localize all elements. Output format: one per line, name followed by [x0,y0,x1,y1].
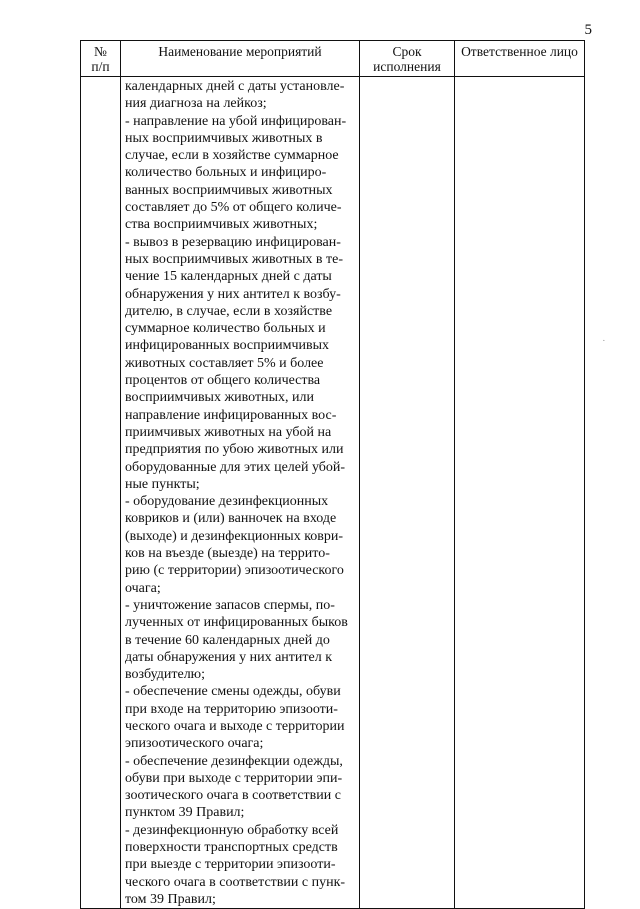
header-cell-responsible [455,41,585,77]
header-term-label: Срок исполнения [373,44,441,74]
table-header-row [81,41,585,77]
table-row [81,77,585,909]
row-activities-cell [121,77,360,909]
header-activities-label: Наименование мероприятий [158,44,322,59]
header-number-label: № п/п [91,44,110,74]
header-cell-term [360,41,455,77]
measures-table [80,40,585,909]
header-responsible-label: Ответственное лицо [461,44,578,59]
page-number: 5 [584,22,592,38]
header-cell-name [121,41,360,77]
activities-text: календарных дней с даты установле- ния диагноза на лейкоз; - направление на убой инфицирован- ных восприимчивых животных в случае, если в хозяйстве суммарное количество больных и инфициро- ванных восприимчивых животных составляет до 5% от общего количе- ства восприимчивых животных; - вывоз в резервацию инфицирован- ных восприимчивых животных в те- чение 15 календарных дней с даты обнаружения у них антител к возбу- дителю, в случае, если в хозяйстве суммарное количество больных и инфицированных восприимчивых животных составляет 5% и более процентов от общего количества восприимчивых животных, или направление инфицированных вос- приимчивых животных на убой на предприятия по убою животных или оборудованные для этих целей убой- ные пункты; - оборудование дезинфекционных ковриков и (или) ванночек на входе (выходе) и дезинфекционных коври- ков на въезде (выезде) на террито- рию (с территории) эпизоотического очага; - уничтожение запасов спермы, по- лученных от инфицированных быков в течение 60 календарных дней до даты обнаружения у них антител к возбудителю; - обеспечение смены одежды, обуви при входе на территорию эпизооти- ческого очага и выходе с территории эпизоотического очага; - обеспечение дезинфекции одежды, обуви при выходе с территории эпи- зоотического очага в соответствии с пунктом 39 Правил; - дезинфекционную обработку всей поверхности транспортных средств при выезде с территории эпизооти- ческого очага в соответствии с пунк- том 39 Правил; [125,79,348,907]
row-term-cell [360,77,455,909]
row-number-cell [81,77,121,909]
row-responsible-cell [455,77,585,909]
header-cell-number [81,41,121,77]
scan-speck: ˙ [602,338,606,350]
